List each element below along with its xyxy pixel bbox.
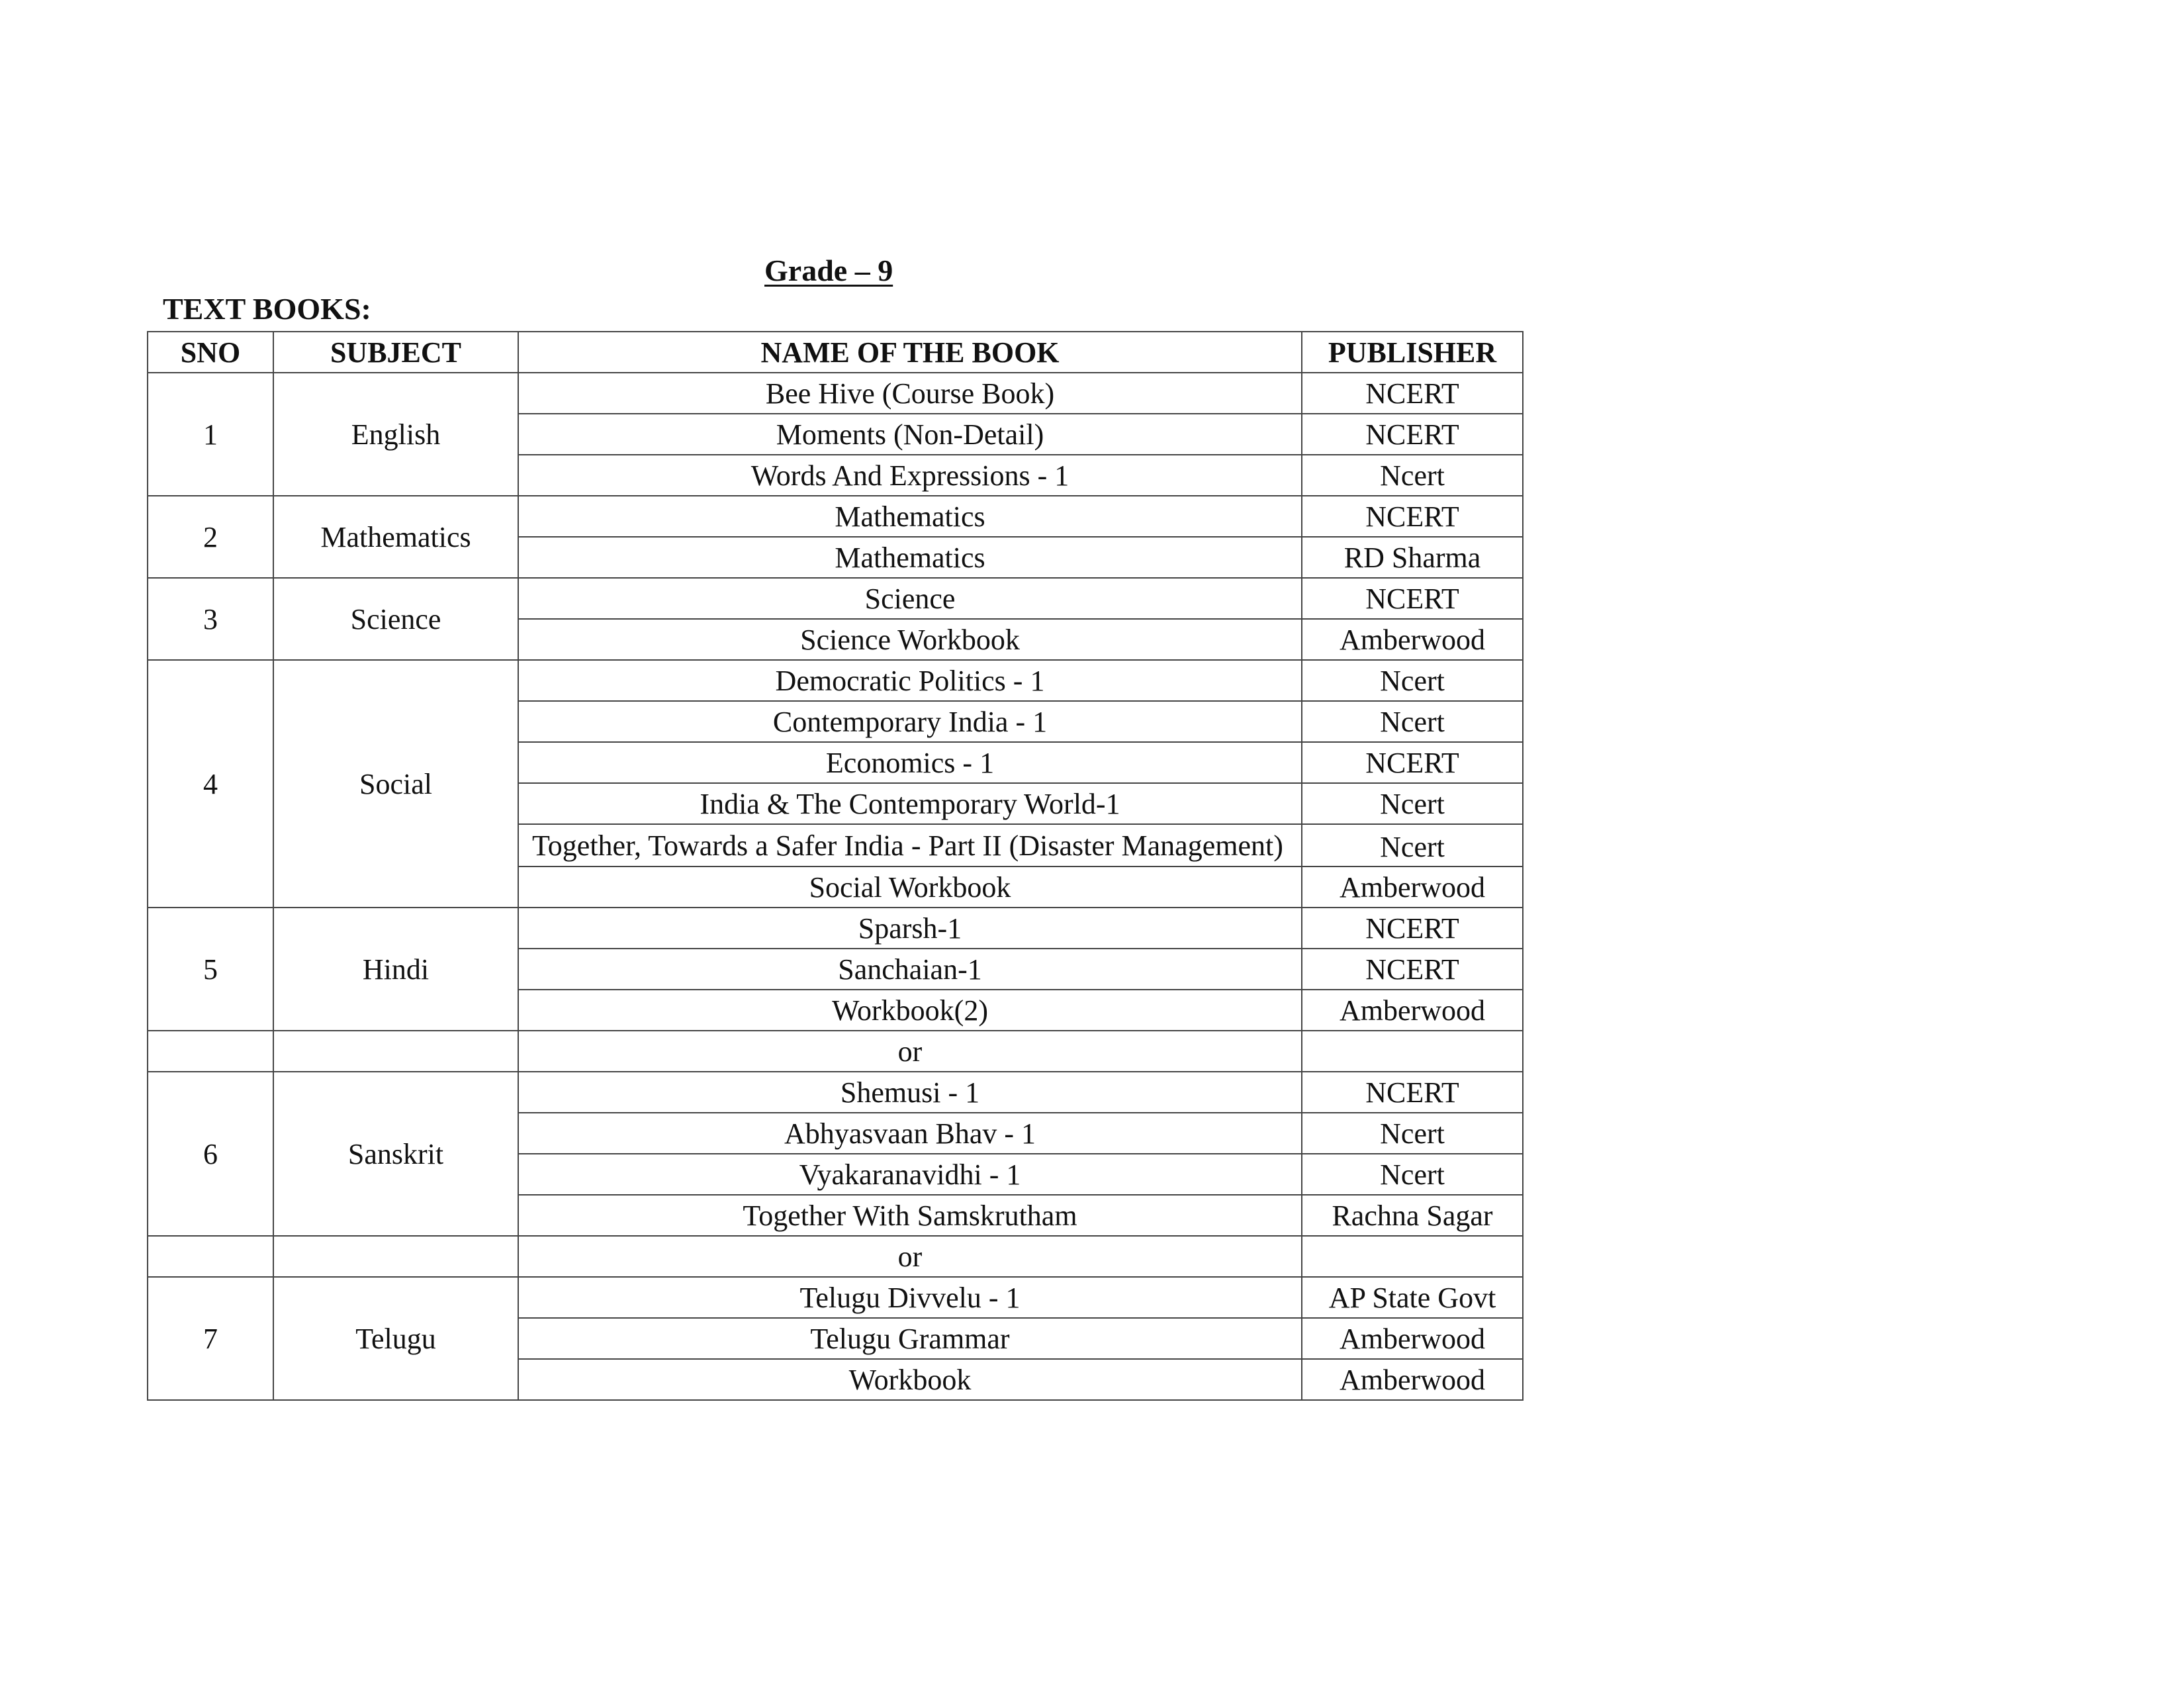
- subject-cell: English: [273, 373, 518, 496]
- sno-cell: 3: [148, 578, 273, 660]
- publisher-cell: Ncert: [1302, 824, 1523, 867]
- publisher-cell: Amberwood: [1302, 619, 1523, 660]
- empty-cell: [148, 1236, 273, 1277]
- book-name-cell: Contemporary India - 1: [518, 701, 1302, 742]
- publisher-cell: Ncert: [1302, 783, 1523, 824]
- section-label: TEXT BOOKS:: [163, 292, 371, 326]
- book-name-cell: Abhyasvaan Bhav - 1: [518, 1113, 1302, 1154]
- empty-cell: [1302, 1236, 1523, 1277]
- sno-cell: 2: [148, 496, 273, 578]
- sno-cell: 1: [148, 373, 273, 496]
- header-subject: SUBJECT: [273, 332, 518, 373]
- publisher-cell: AP State Govt: [1302, 1277, 1523, 1318]
- publisher-cell: NCERT: [1302, 742, 1523, 783]
- book-name-cell: Together With Samskrutham: [518, 1195, 1302, 1236]
- publisher-cell: Ncert: [1302, 701, 1523, 742]
- table-row: [148, 908, 1523, 949]
- subject-cell: Sanskrit: [273, 1072, 518, 1236]
- separator-row: [148, 1236, 1523, 1277]
- book-name-cell: Economics - 1: [518, 742, 1302, 783]
- subject-cell: Social: [273, 660, 518, 908]
- book-name-cell: Words And Expressions - 1: [518, 455, 1302, 496]
- empty-cell: [1302, 1031, 1523, 1072]
- book-name-cell: Workbook: [518, 1359, 1302, 1400]
- table-row: [148, 1277, 1523, 1318]
- book-name-cell: Together, Towards a Safer India - Part II (Disaster Management): [518, 824, 1302, 867]
- separator-row: [148, 1031, 1523, 1072]
- book-name-cell: Social Workbook: [518, 867, 1302, 908]
- book-name-cell: Shemusi - 1: [518, 1072, 1302, 1113]
- publisher-cell: NCERT: [1302, 373, 1523, 414]
- textbook-table: [147, 331, 1524, 1401]
- book-name-cell: Telugu Divvelu - 1: [518, 1277, 1302, 1318]
- table-row: [148, 578, 1523, 619]
- page-title: Grade – 9: [764, 254, 893, 287]
- subject-cell: Mathematics: [273, 496, 518, 578]
- book-name-cell: Mathematics: [518, 537, 1302, 578]
- publisher-cell: Rachna Sagar: [1302, 1195, 1523, 1236]
- table-body: [148, 373, 1523, 1400]
- empty-cell: [273, 1031, 518, 1072]
- empty-cell: [273, 1236, 518, 1277]
- table-row: [148, 373, 1523, 414]
- separator-text: or: [518, 1236, 1302, 1277]
- book-name-cell: Workbook(2): [518, 990, 1302, 1031]
- sno-cell: 5: [148, 908, 273, 1031]
- publisher-cell: NCERT: [1302, 949, 1523, 990]
- publisher-cell: Ncert: [1302, 1113, 1523, 1154]
- book-name-cell: Sanchaian-1: [518, 949, 1302, 990]
- table-row: [148, 660, 1523, 701]
- publisher-cell: Ncert: [1302, 455, 1523, 496]
- sno-cell: 7: [148, 1277, 273, 1400]
- subject-cell: Hindi: [273, 908, 518, 1031]
- book-name-cell: Telugu Grammar: [518, 1318, 1302, 1359]
- book-name-cell: Science: [518, 578, 1302, 619]
- sno-cell: 4: [148, 660, 273, 908]
- table-row: [148, 1072, 1523, 1113]
- book-name-cell: India & The Contemporary World-1: [518, 783, 1302, 824]
- header-row: [148, 332, 1523, 373]
- book-name-cell: Bee Hive (Course Book): [518, 373, 1302, 414]
- header-publisher: PUBLISHER: [1302, 332, 1523, 373]
- book-name-cell: Vyakaranavidhi - 1: [518, 1154, 1302, 1195]
- header-sno: SNO: [148, 332, 273, 373]
- publisher-cell: Amberwood: [1302, 867, 1523, 908]
- book-name-cell: Moments (Non-Detail): [518, 414, 1302, 455]
- table-row: [148, 496, 1523, 537]
- subject-cell: Telugu: [273, 1277, 518, 1400]
- publisher-cell: RD Sharma: [1302, 537, 1523, 578]
- publisher-cell: NCERT: [1302, 414, 1523, 455]
- subject-cell: Science: [273, 578, 518, 660]
- table-header: [148, 332, 1523, 373]
- publisher-cell: Amberwood: [1302, 1359, 1523, 1400]
- publisher-cell: NCERT: [1302, 496, 1523, 537]
- book-name-cell: Mathematics: [518, 496, 1302, 537]
- publisher-cell: Amberwood: [1302, 990, 1523, 1031]
- publisher-cell: NCERT: [1302, 578, 1523, 619]
- separator-text: or: [518, 1031, 1302, 1072]
- book-name-cell: Science Workbook: [518, 619, 1302, 660]
- publisher-cell: NCERT: [1302, 908, 1523, 949]
- publisher-cell: Ncert: [1302, 1154, 1523, 1195]
- book-name-cell: Sparsh-1: [518, 908, 1302, 949]
- publisher-cell: Amberwood: [1302, 1318, 1523, 1359]
- header-book-name: NAME OF THE BOOK: [518, 332, 1302, 373]
- publisher-cell: NCERT: [1302, 1072, 1523, 1113]
- book-name-cell: Democratic Politics - 1: [518, 660, 1302, 701]
- sno-cell: 6: [148, 1072, 273, 1236]
- publisher-cell: Ncert: [1302, 660, 1523, 701]
- empty-cell: [148, 1031, 273, 1072]
